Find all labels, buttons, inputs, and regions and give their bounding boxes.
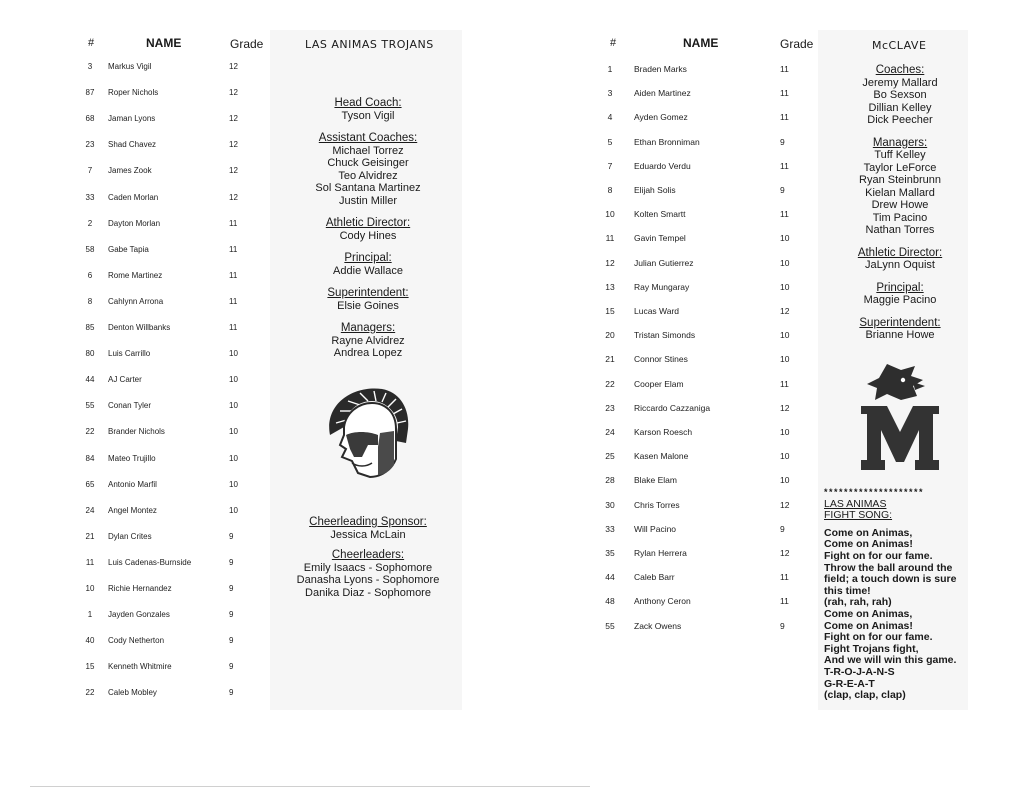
player-number: 23	[85, 140, 95, 150]
staff-section	[282, 549, 454, 599]
player-grade: 9	[229, 662, 234, 672]
player-grade: 9	[229, 557, 234, 567]
player-number: 11	[85, 557, 95, 567]
staff-role-label: Principal:	[876, 281, 924, 294]
player-number: 24	[605, 427, 615, 437]
player-name: Angel Montez	[108, 505, 157, 515]
player-grade: 11	[780, 209, 789, 220]
player-number: 35	[605, 548, 615, 558]
player-number: 4	[607, 112, 613, 123]
player-name: Lucas Ward	[634, 306, 680, 316]
player-grade: 9	[229, 584, 234, 593]
player-grade: 12	[229, 166, 238, 176]
fight-song-line: field; a touch down is sure	[824, 573, 957, 586]
player-grade: 10	[229, 375, 238, 385]
staff-role-label: Managers:	[872, 136, 928, 149]
staff-role-label: Principal:	[344, 252, 392, 264]
staff-section	[820, 317, 980, 342]
player-name: Denton Willbanks	[108, 323, 171, 332]
fight-song-line: Fight on for our fame.	[824, 631, 933, 644]
staff-section	[820, 64, 980, 127]
player-name: Richie Hernandez	[108, 584, 172, 593]
player-grade: 11	[229, 218, 238, 228]
page-divider	[30, 786, 590, 787]
player-grade: 10	[780, 233, 790, 244]
player-number: 22	[605, 378, 615, 389]
player-grade: 10	[780, 354, 790, 365]
player-name: Kenneth Whitmire	[108, 662, 172, 672]
player-grade: 10	[229, 401, 238, 411]
staff-section	[282, 252, 454, 277]
staff-name: Rayne Alvidrez	[331, 334, 405, 347]
player-grade: 11	[780, 64, 789, 74]
fight-song-line: T-R-O-J-A-N-S	[824, 665, 895, 678]
staff-role-label: Superintendent:	[327, 287, 409, 299]
fight-song-line: Come on Animas!	[824, 538, 913, 551]
player-number: 68	[85, 114, 95, 124]
player-number: 8	[607, 185, 613, 195]
player-name: Karson Roesch	[634, 427, 693, 437]
right-grade-header: Grade	[780, 37, 814, 51]
player-number: 15	[605, 306, 615, 316]
fight-song-line: And we will win this game.	[824, 654, 957, 667]
staff-section	[820, 247, 980, 272]
player-number: 24	[85, 505, 95, 515]
player-number: 2	[87, 218, 93, 228]
player-name: Luis Carrillo	[108, 349, 151, 359]
staff-role-label: Managers:	[340, 322, 396, 334]
staff-name: Chuck Geisinger	[327, 157, 409, 169]
staff-name: Elsie Goines	[337, 299, 399, 312]
staff-name: Addie Wallace	[333, 264, 403, 277]
player-grade: 12	[229, 192, 238, 202]
staff-name: Tim Pacino	[872, 211, 928, 224]
staff-name: Maggie Pacino	[863, 294, 937, 306]
staff-name: Jeremy Mallard	[862, 76, 938, 89]
player-name: Eduardo Verdu	[634, 160, 691, 171]
staff-role-label: Assistant Coaches:	[318, 132, 418, 144]
staff-name: Jessica McLain	[330, 528, 406, 541]
player-grade: 10	[229, 427, 238, 437]
player-grade: 10	[780, 281, 790, 292]
cardinal-m-letter: M	[900, 460, 901, 461]
player-grade: 9	[780, 523, 785, 534]
player-grade: 10	[780, 330, 790, 341]
player-name: Conan Tyler	[108, 401, 151, 411]
player-name: Mateo Trujillo	[108, 453, 156, 463]
staff-section	[282, 97, 454, 122]
player-number: 44	[85, 375, 95, 385]
player-grade: 11	[780, 112, 789, 123]
player-number: 13	[605, 281, 615, 292]
left-num-header: #	[88, 37, 95, 49]
player-number: 10	[85, 584, 95, 593]
player-number: 21	[605, 354, 615, 365]
staff-name: Bo Sexson	[873, 89, 927, 101]
fight-song	[824, 487, 972, 702]
player-number: 21	[85, 531, 95, 541]
player-grade: 10	[229, 349, 238, 359]
player-number: 12	[605, 257, 615, 268]
player-name: Cahlynn Arrona	[108, 296, 164, 306]
player-number: 7	[607, 160, 613, 171]
staff-name: Sol Santana Martinez	[315, 182, 421, 194]
player-name: Ray Mungaray	[634, 281, 690, 292]
player-name: Rylan Herrera	[634, 548, 687, 558]
staff-section	[820, 137, 980, 237]
player-grade: 9	[229, 531, 234, 541]
staff-section	[282, 132, 454, 207]
las-animas-staff	[282, 97, 454, 360]
player-number: 1	[87, 610, 93, 620]
player-grade: 11	[229, 323, 238, 332]
player-name: Anthony Ceron	[634, 596, 691, 607]
staff-name: Nathan Torres	[865, 224, 935, 236]
player-name: Cody Netherton	[108, 636, 165, 646]
player-grade: 12	[229, 114, 238, 124]
staff-name: Ryan Steinbrunn	[859, 174, 941, 186]
player-number: 22	[85, 688, 95, 698]
player-name: Elijah Solis	[634, 185, 676, 195]
player-grade: 9	[780, 136, 785, 147]
staff-name: Dick Peecher	[867, 114, 933, 126]
player-name: Markus Vigil	[108, 62, 152, 71]
player-name: Chris Torres	[634, 499, 680, 510]
mcclave-title: McCLAVE	[872, 39, 927, 52]
staff-role-label: Cheerleaders:	[331, 549, 405, 561]
player-name: AJ Carter	[108, 375, 142, 385]
player-name: Brander Nichols	[108, 427, 165, 437]
player-number: 25	[605, 451, 615, 462]
player-name: Gavin Tempel	[634, 233, 686, 244]
trojan-helmet-logo	[322, 383, 412, 483]
mcclave-staff	[820, 64, 980, 342]
staff-role-label: Superintendent:	[859, 316, 941, 329]
player-name: Connor Stines	[634, 354, 688, 365]
player-name: Braden Marks	[634, 64, 687, 74]
player-number: 5	[607, 136, 613, 147]
player-grade: 12	[780, 548, 790, 558]
player-number: 55	[85, 401, 95, 411]
staff-role-label: Head Coach:	[334, 97, 402, 109]
player-name: Ayden Gomez	[634, 112, 688, 123]
player-number: 58	[85, 244, 95, 254]
player-name: James Zook	[108, 166, 152, 176]
player-number: 22	[85, 427, 95, 437]
player-number: 33	[605, 523, 615, 534]
player-number: 33	[85, 192, 95, 202]
staff-name: Danasha Lyons - Sophomore	[296, 574, 440, 586]
staff-name: Dillian Kelley	[868, 101, 932, 114]
player-grade: 9	[229, 636, 234, 646]
player-number: 40	[85, 636, 95, 646]
fight-song-line: Throw the ball around the	[824, 561, 953, 574]
player-grade: 11	[229, 296, 238, 306]
player-name: Riccardo Cazzaniga	[634, 402, 711, 413]
fight-song-stars: ********************	[824, 487, 925, 497]
las-animas-title: LAS ANIMAS TROJANS	[305, 38, 434, 51]
staff-section	[820, 282, 980, 307]
staff-name: Tyson Vigil	[341, 109, 395, 122]
player-name: Shad Chavez	[108, 140, 157, 150]
staff-name: Tuff Kelley	[874, 149, 926, 161]
player-grade: 11	[780, 160, 789, 171]
player-grade: 11	[780, 572, 789, 583]
staff-section	[282, 287, 454, 312]
player-grade: 12	[229, 140, 238, 150]
fight-song-title: FIGHT SONG:	[824, 509, 893, 522]
player-number: 20	[605, 330, 615, 341]
fight-song-line: (rah, rah, rah)	[824, 596, 892, 609]
player-grade: 10	[229, 453, 238, 463]
player-name: Blake Elam	[634, 475, 677, 486]
staff-name: JaLynn Oquist	[865, 259, 935, 271]
left-name-header: NAME	[146, 36, 182, 50]
staff-section	[282, 516, 454, 541]
player-number: 80	[85, 349, 95, 359]
player-number: 30	[605, 499, 615, 510]
player-name: Dylan Crites	[108, 531, 152, 541]
player-number: 55	[605, 620, 615, 631]
player-name: Zack Owens	[634, 620, 682, 631]
player-name: Tristan Simonds	[634, 330, 696, 341]
player-name: Jayden Gonzales	[108, 610, 170, 620]
player-grade: 11	[229, 270, 238, 280]
player-number: 3	[607, 88, 613, 99]
player-name: Dayton Morlan	[108, 218, 161, 228]
fight-song-line: G-R-E-A-T	[824, 677, 875, 690]
staff-name: Justin Miller	[338, 194, 398, 207]
staff-name: Taylor LeForce	[863, 161, 937, 174]
player-name: Julian Gutierrez	[634, 257, 694, 268]
player-name: Kasen Malone	[634, 451, 689, 462]
player-number: 65	[85, 479, 95, 489]
staff-name: Teo Alvidrez	[338, 169, 398, 182]
cardinal-m-logo	[857, 360, 943, 470]
player-name: Kolten Smartt	[634, 209, 686, 220]
player-number: 8	[87, 296, 93, 306]
fight-song-line: Come on Animas!	[824, 619, 913, 632]
player-grade: 9	[780, 620, 785, 631]
player-grade: 10	[229, 479, 238, 489]
player-number: 44	[605, 572, 615, 583]
fight-song-line: this time!	[824, 584, 871, 597]
player-name: Aiden Martinez	[634, 88, 691, 99]
left-roster-table	[80, 62, 270, 712]
player-name: Caleb Mobley	[108, 688, 157, 698]
player-grade: 12	[229, 88, 238, 98]
player-grade: 10	[780, 451, 790, 462]
staff-name: Cody Hines	[339, 229, 397, 242]
player-grade: 12	[780, 499, 790, 510]
staff-name: Kielan Mallard	[865, 186, 935, 199]
player-grade: 12	[780, 402, 790, 413]
player-name: Gabe Tapia	[108, 244, 149, 254]
player-name: Caleb Barr	[634, 572, 675, 583]
player-number: 6	[87, 270, 93, 280]
player-grade: 11	[780, 596, 789, 607]
staff-role-label: Coaches:	[875, 64, 925, 76]
player-grade: 10	[780, 257, 790, 268]
staff-name: Drew Howe	[871, 199, 929, 211]
fight-song-title: LAS ANIMAS	[824, 497, 887, 510]
staff-role-label: Athletic Director:	[857, 246, 943, 259]
staff-role-label: Athletic Director:	[325, 217, 411, 229]
player-number: 23	[605, 402, 615, 413]
player-name: Rome Martinez	[108, 270, 163, 280]
fight-song-line: Fight Trojans fight,	[824, 642, 919, 655]
player-number: 1	[607, 64, 613, 74]
fight-song-line: (clap, clap, clap)	[824, 689, 906, 702]
player-number: 7	[87, 166, 93, 176]
staff-role-label: Cheerleading Sponsor:	[309, 516, 427, 528]
player-grade: 9	[780, 185, 785, 195]
player-grade: 10	[780, 427, 790, 437]
fight-song-line: Come on Animas,	[824, 526, 913, 539]
player-number: 87	[85, 88, 95, 98]
player-name: Roper Nichols	[108, 88, 159, 98]
staff-section	[282, 217, 454, 242]
player-grade: 12	[229, 62, 238, 71]
right-roster-table	[598, 64, 818, 644]
player-grade: 10	[229, 505, 238, 515]
player-grade: 10	[780, 475, 790, 486]
staff-name: Brianne Howe	[865, 329, 935, 341]
player-name: Luis Cadenas-Burnside	[108, 557, 192, 567]
las-animas-cheer	[282, 516, 454, 599]
staff-name: Andrea Lopez	[333, 347, 403, 359]
staff-name: Danika Diaz - Sophomore	[305, 586, 431, 599]
right-name-header: NAME	[683, 36, 719, 50]
player-number: 28	[605, 475, 615, 486]
player-name: Ethan Bronniman	[634, 136, 700, 147]
player-grade: 11	[780, 88, 789, 99]
staff-name: Michael Torrez	[332, 144, 404, 157]
player-grade: 12	[780, 306, 790, 316]
player-number: 11	[605, 233, 615, 244]
player-name: Caden Morlan	[108, 192, 159, 202]
player-number: 3	[87, 62, 93, 71]
staff-name: Emily Isaacs - Sophomore	[303, 561, 433, 574]
player-number: 15	[85, 662, 95, 672]
player-number: 48	[605, 596, 615, 607]
left-grade-header: Grade	[230, 37, 264, 51]
staff-section	[282, 322, 454, 360]
player-grade: 9	[229, 688, 234, 698]
player-grade: 11	[780, 378, 789, 389]
right-num-header: #	[610, 37, 617, 49]
player-grade: 11	[229, 244, 238, 254]
fight-song-line: Fight on for our fame.	[824, 549, 933, 562]
player-name: Antonio Marfil	[108, 479, 157, 489]
player-grade: 9	[229, 610, 234, 620]
player-number: 85	[85, 323, 95, 332]
player-name: Jaman Lyons	[108, 114, 156, 124]
player-name: Will Pacino	[634, 523, 677, 534]
player-number: 84	[85, 453, 95, 463]
player-number: 10	[605, 209, 615, 220]
fight-song-line: Come on Animas,	[824, 607, 913, 620]
player-name: Cooper Elam	[634, 378, 684, 389]
